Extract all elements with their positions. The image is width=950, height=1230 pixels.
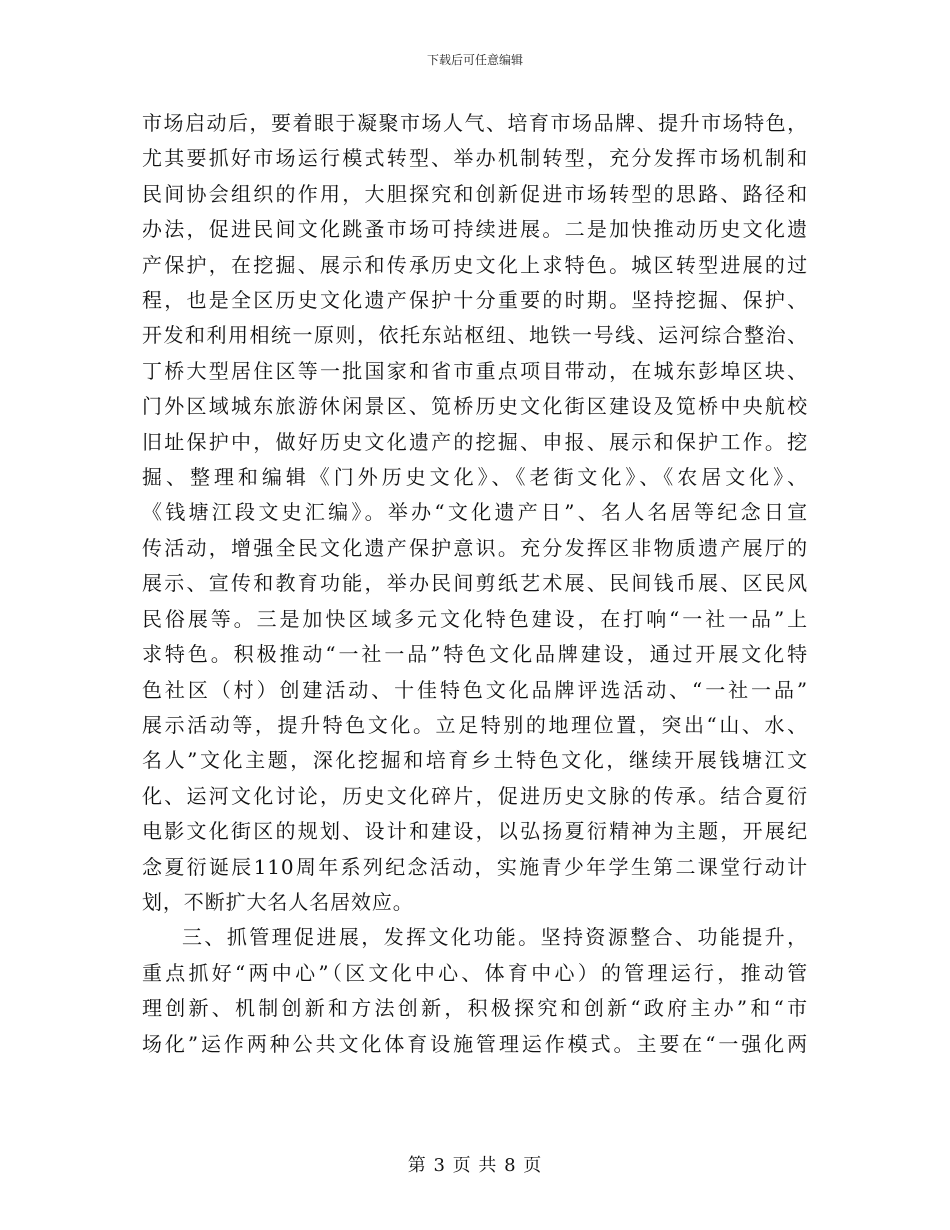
text-line: 求特色。积极推动“一社一品”特色文化品牌建设，通过开展文化特 (142, 642, 808, 667)
text-line: 民俗展等。三是加快区域多元文化特色建设，在打响“一社一品”上 (142, 606, 808, 631)
text-line: 三、抓管理促进展，发挥文化功能。坚持资源整合、功能提升， (182, 925, 808, 950)
text-line: 市场启动后，要着眼于凝聚市场人气、培育市场品牌、提升市场特色， (142, 111, 808, 135)
header-text: 下载后可任意编辑 (426, 53, 523, 67)
document-body (142, 106, 808, 1062)
paragraph-1 (142, 106, 808, 920)
text-line: 场化”运作两种公共文化体育设施管理运作模式。主要在“一强化两 (142, 1031, 808, 1056)
text-line: 名人”文化主题，深化挖掘和培育乡土特色文化，继续开展钱塘江文 (142, 748, 808, 773)
text-line: 门外区域城东旅游休闲景区、笕桥历史文化街区建设及笕桥中央航校 (142, 394, 808, 419)
text-line: 重点抓好“两中心”（区文化中心、体育中心）的管理运行，推动管 (142, 960, 808, 985)
text-line: 念夏衍诞辰110周年系列纪念活动，实施青少年学生第二课堂行动计 (142, 854, 808, 879)
text-line: 办法，促进民间文化跳蚤市场可持续进展。二是加快推动历史文化遗 (142, 217, 808, 242)
text-line: 开发和利用相统一原则，依托东站枢纽、地铁一号线、运河综合整治、 (142, 323, 808, 348)
text-line: 程，也是全区历史文化遗产保护十分重要的时期。坚持挖掘、保护、 (142, 288, 808, 313)
text-line: 民间协会组织的作用，大胆探究和创新促进市场转型的思路、路径和 (142, 181, 808, 206)
text-line: 尤其要抓好市场运行模式转型、举办机制转型，充分发挥市场机制和 (142, 146, 808, 171)
text-line: 传活动，增强全民文化遗产保护意识。充分发挥区非物质遗产展厅的 (142, 535, 808, 560)
text-line: 丁桥大型居住区等一批国家和省市重点项目带动，在城东彭埠区块、 (142, 358, 808, 383)
page-header (0, 52, 950, 68)
text-line: 理创新、机制创新和方法创新，积极探究和创新“政府主办”和“市 (142, 996, 808, 1021)
text-line: 掘、整理和编辑《门外历史文化》、《老街文化》、《农居文化》、 (142, 465, 808, 490)
text-line: 电影文化街区的规划、设计和建设，以弘扬夏衍精神为主题，开展纪 (142, 819, 808, 844)
text-line: 展示活动等，提升特色文化。立足特别的地理位置，突出“山、水、 (142, 712, 808, 737)
text-line: 色社区（村）创建活动、十佳特色文化品牌评选活动、“一社一品” (142, 677, 808, 702)
paragraph-2 (142, 920, 808, 1062)
text-line: 产保护，在挖掘、展示和传承历史文化上求特色。城区转型进展的过 (142, 252, 808, 277)
page-number: 第 3 页 共 8 页 (407, 1155, 543, 1176)
text-line: 《钱塘江段文史汇编》。举办“文化遗产日”、名人名居等纪念日宣 (142, 500, 808, 525)
text-line: 划，不断扩大名人名居效应。 (142, 889, 414, 914)
page-footer (0, 1155, 950, 1177)
text-line: 旧址保护中，做好历史文化遗产的挖掘、申报、展示和保护工作。挖 (142, 429, 808, 454)
text-line: 展示、宣传和教育功能，举办民间剪纸艺术展、民间钱币展、区民风 (142, 571, 808, 596)
text-line: 化、运河文化讨论，历史文化碎片，促进历史文脉的传承。结合夏衍 (142, 783, 808, 808)
